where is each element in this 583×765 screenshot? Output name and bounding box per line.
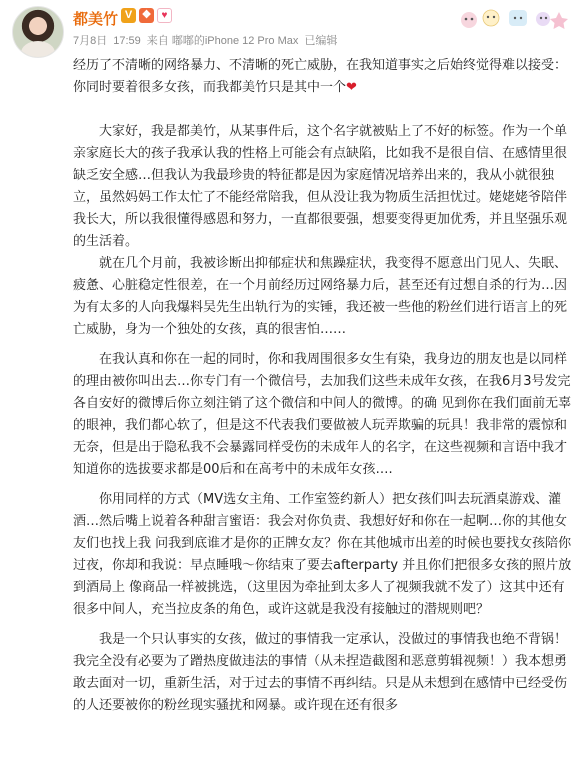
paragraph-gap (73, 481, 573, 489)
post-header (0, 0, 583, 56)
fan-badge-icon[interactable]: ♥ (157, 8, 172, 23)
post-intro-text: 经历了不清晰的网络暴力、不清晰的死亡威胁，在我知道事实之后始终觉得难以接受：你同时要着很多女孩，而我都美竹只是其中一个 (73, 58, 568, 95)
post-paragraph: 在我认真和你在一起的同时，你和我周围很多女生有染，我身边的朋友也是以同样的理由被你叫出去…你专门有一个微信号，去加我们这些未成年女孩，在我6月3号发完各自安好的微博后你立刻注销了这个微信和中间人的微博。的确 见到你在我们面前无辜的眼神，我们都心软了，但是这不代表我们要做被人玩弄欺骗的玩具！我非常的震惊和无奈，但是出于隐私我不会暴露同样受伤的未成年人的名字，在这些视频和言语中我才知道你的选拔要求都是00后和在高考中的未成年女孩…. (73, 352, 572, 477)
post-date: 7月8日 (73, 35, 108, 47)
post-time: 17:59 (113, 35, 141, 47)
post-paragraph: 我是一个只认事实的女孩，做过的事情我一定承认，没做过的事情我也绝不背锅！我完全没有必要为了蹭热度做违法的事情（从未捏造截图和恶意剪辑视频！）我本想勇敢去面对一切，重新生活，对于过去的事情不再纠结。只是从未想到在感情中已经受伤的人还要被你的粉丝现实骚扰和网暴。或许现在还有很多 (73, 632, 568, 713)
level-badge-icon[interactable]: ❖ (139, 8, 154, 23)
username[interactable]: 都美竹 (73, 11, 119, 28)
post-paragraph: 大家好，我是都美竹，从某事件后，这个名字就被贴上了不好的标签。作为一个单亲家庭长大的孩子我承认我的性格上可能会有点缺陷，比如我不是很自信、在感情里很缺乏安全感…但我认为我最珍贵的特征都是因为家庭情况培养出来的，我从小就很独立，虽然妈妈工作太忙了不能经常陪我，但从没让我为物质生活担忧过。姥姥姥爷陪伴我长大，所以我很懂得感恩和努力，一直都很要强，想要变得更加优秀，并且坚强乐观的生活着。 (73, 124, 568, 249)
post-intro (73, 55, 573, 99)
paragraph-gap (73, 621, 573, 629)
post-body (73, 55, 573, 717)
post-meta (73, 32, 343, 48)
post-paragraph: 你用同样的方式（MV选女主角、工作室签约新人）把女孩们叫去玩酒桌游戏、灌酒…然后嘴上说着各种甜言蜜语：我会对你负责、我想好好和你在一起啊…你的其他女友们也找上我 问我到底谁才是你的正牌女友？你在其他城市出差的时候也要找女孩陪你过夜，你却和我说：早点睡哦～你结束了要去afterparty 并且你们把很多女孩的照片放到酒局上 像商品一样被挑选，（这里因为牵扯到太多人了视频我就不发了）这其中还有很多中间人，充当拉皮条的角色，或许这就是我没有接触过的潜规则吧？ (73, 492, 572, 617)
paragraph-gap (73, 341, 573, 349)
verified-badge-icon[interactable]: V (121, 8, 136, 23)
user-badges (121, 8, 172, 26)
heart-emoji-icon: ❤ (346, 80, 357, 95)
post-source: 来自 嘟嘟的iPhone 12 Pro Max (146, 35, 299, 47)
profile-decoration-icon (455, 4, 575, 32)
avatar[interactable] (12, 6, 64, 58)
avatar-figure (21, 41, 55, 58)
edited-label[interactable]: 已编辑 (304, 35, 338, 47)
post-paragraph: 就在几个月前，我被诊断出抑郁症状和焦躁症状，我变得不愿意出门见人、失眠、疲惫、心脏稳定性很差，在一个月前经历过网络暴力后，甚至还有过想自杀的行为…因为有太多的人向我爆料吴先生出轨行为的实锤，我还被一些他的粉丝们进行语言上的死亡威胁，身为一个独处的女孩，真的很害怕…… (73, 256, 568, 337)
